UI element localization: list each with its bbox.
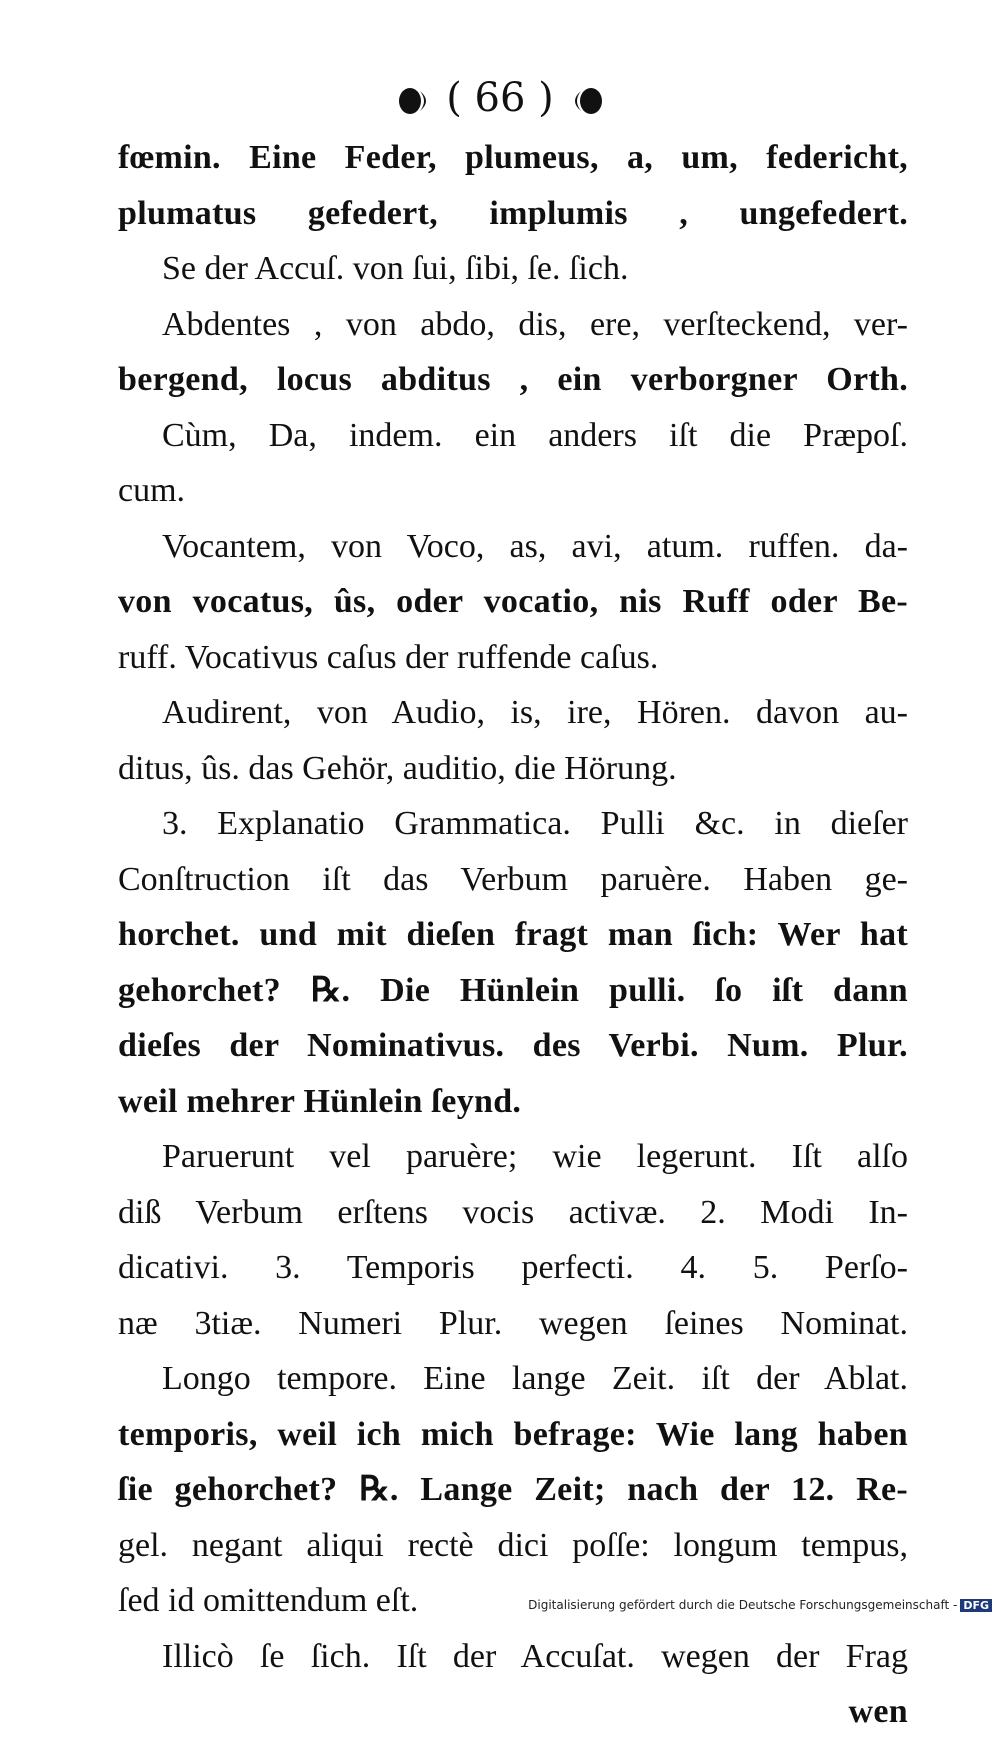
ornament-right-icon (567, 83, 603, 119)
text-line-7: cum. (118, 472, 186, 509)
page-number: 66 (474, 75, 526, 121)
text-line-11: Audirent, von Audio, is, ire, Hören. davon au- (162, 694, 908, 731)
text-line-6: Cùm, Da, indem. ein anders iſt die Præpoſ. (162, 416, 908, 454)
header-paren-left: ( (446, 75, 462, 121)
text-line-4: Abdentes , von abdo, dis, ere, verſteckend, ver- (162, 305, 908, 343)
text-line-19: Paruerunt vel paruère; wie legerunt. Iſt alſo (162, 1138, 908, 1175)
header-paren-right: ) (538, 75, 554, 121)
text-line-13: 3. Explanatio Grammatica. Pulli &c. in dieſer (162, 805, 908, 842)
catchword: wen (848, 1693, 908, 1730)
text-line-18: weil mehrer Hünlein ſeynd. (118, 1082, 522, 1120)
ornament-left-icon (398, 83, 434, 119)
text-line-28: Illicò ſe ſich. Iſt der Accuſat. wegen der Frag (162, 1637, 908, 1675)
dfg-logo: DFG (960, 1599, 992, 1612)
text-line-12: ditus, ûs. das Gehör, auditio, die Hörung. (118, 749, 677, 787)
text-line-3: Se der Accuſ. von ſui, ſibi, ſe. ſich. (162, 250, 629, 287)
text-line-24: temporis, weil ich mich befrage: Wie lang haben (118, 1415, 908, 1453)
text-line-20: diß Verbum erſtens vocis activæ. 2. Modi In- (118, 1193, 908, 1231)
text-line-8: Vocantem, von Voco, as, avi, atum. ruffen. da- (162, 527, 908, 565)
text-line-27: ſed id omittendum eſt. (118, 1582, 419, 1619)
text-line-16: gehorchet? ℞. Die Hünlein pulli. ſo iſt dann (118, 971, 908, 1009)
digitization-footer (528, 1598, 992, 1612)
text-line-22: næ 3tiæ. Numeri Plur. wegen ſeines Nominat. (118, 1304, 908, 1342)
body-text (118, 130, 908, 1740)
footer-text: Digitalisierung gefördert durch die Deutsche Forschungsgemeinschaft - (528, 1598, 958, 1612)
text-line-2: plumatus gefedert, implumis , ungefedert. (118, 194, 908, 232)
text-line-15: horchet. und mit dieſen fragt man ſich: Wer hat (118, 916, 908, 953)
text-line-1: fœmin. Eine Feder, plumeus, a, um, federicht, (118, 139, 908, 176)
text-line-25: ſie gehorchet? ℞. Lange Zeit; nach der 12. Re- (118, 1471, 908, 1508)
text-line-17: dieſes der Nominativus. des Verbi. Num. Plur. (118, 1027, 908, 1064)
text-line-5: bergend, locus abditus , ein verborgner Orth. (118, 361, 908, 398)
text-line-9: von vocatus, ûs, oder vocatio, nis Ruff oder Be- (118, 583, 908, 620)
page-header (0, 72, 1000, 124)
text-line-26: gel. negant aliqui rectè dici poſſe: longum tempus, (118, 1526, 908, 1564)
text-line-23: Longo tempore. Eine lange Zeit. iſt der Ablat. (162, 1360, 908, 1397)
text-line-14: Conſtruction iſt das Verbum paruère. Haben ge- (118, 860, 908, 898)
text-line-21: dicativi. 3. Temporis perfecti. 4. 5. Perſo- (118, 1249, 908, 1286)
text-line-10: ruff. Vocativus caſus der ruffende caſus. (118, 638, 659, 676)
